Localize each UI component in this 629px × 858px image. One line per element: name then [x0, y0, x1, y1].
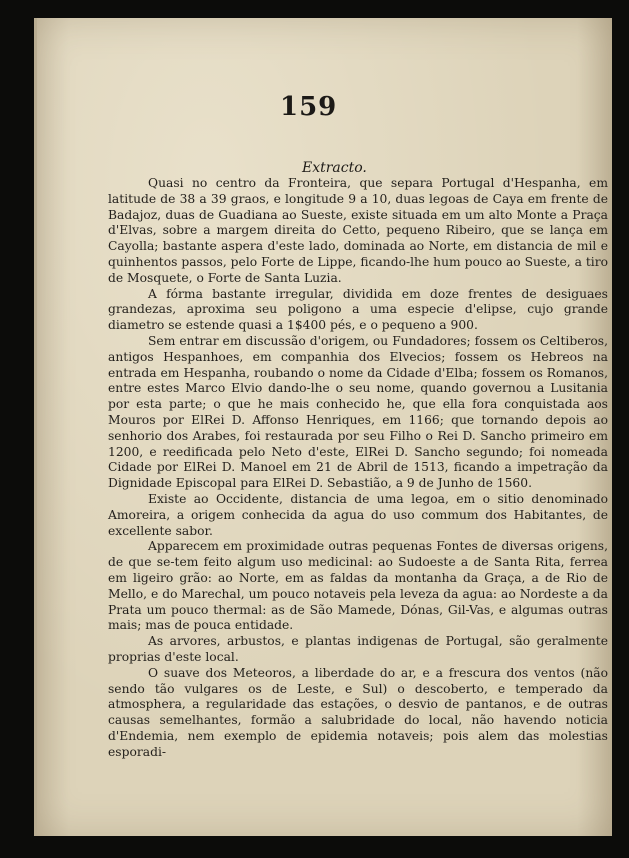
page-edge: [34, 18, 37, 836]
paragraph: A fórma bastante irregular, dividida em doze frentes de desiguaes grandezas, aproxima seu poligono a uma especie d'elipse, cujo grande diametro se estende quasi a 1$400 pés, e o pequeno a 900.: [108, 286, 608, 333]
book-page: [34, 18, 612, 836]
paragraph: Apparecem em proximidade outras pequenas Fontes de diversas origens, de que se-tem feito algum uso medicinal: ao Sudoeste a de Santa Rita, ferrea em ligeiro grão: ao Norte, em as faldas da montanha da Graça, a de Rio de Mello, e do Marechal, um pouco notaveis pela leveza da agua: ao Nordeste a da Prata um pouco thermal: as de São Mamede, Dónas, Gil-Vas, e algumas outras mais; mas de pouca entidade.: [108, 539, 608, 633]
paragraph: O suave dos Meteoros, a liberdade do ar, e a frescura dos ventos (não sendo tão vulgares os de Leste, e Sul) o descoberto, e temperado da atmosphera, a regularidade das estações, o desvio de pantanos, e de outras causas semelhantes, formão a salubridade do local, não havendo noticia d'Endemia, nem exemplo de epidemia notaveis; pois alem das molestias esporadi-: [108, 665, 608, 759]
paragraph: As arvores, arbustos, e plantas indigenas de Portugal, são geralmente proprias d'este local.: [108, 634, 608, 664]
section-heading: Extracto.: [302, 160, 367, 176]
paragraph: Existe ao Occidente, distancia de uma legoa, em o sitio denominado Amoreira, a origem conhecida da agua do uso commum dos Habitantes, de excellente sabor.: [108, 491, 608, 538]
body-text: [108, 176, 608, 760]
paragraph: Sem entrar em discussão d'origem, ou Fundadores; fossem os Celtiberos, antigos Hespanhoes, em companhia dos Elvecios; fossem os Hebreos na entrada em Hespanha, roubando o nome da Cidade d'Elba; fossem os Romanos, entre estes Marco Elvio dando-lhe o seu nome, quando governou a Lusitania por esta parte; o que he mais conhecido he, que ella fora conquistada aos Mouros por ElRei D. Affonso Henriques, em 1166; que tornando depois ao senhorio dos Arabes, foi restaurada por seu Filho o Rei D. Sancho primeiro em 1200, e reedificada pelo Neto d'este, ElRei D. Sancho segundo; foi nomeada Cidade por ElRei D. Manoel em 21 de Abril de 1513, ficando a impetração da Dignidade Episcopal para ElRei D. Sebastião, a 9 de Junho de 1560.: [108, 333, 608, 491]
page-number: 159: [280, 92, 338, 122]
paragraph: Quasi no centro da Fronteira, que separa Portugal d'Hespanha, em latitude de 38 a 39 graos, e longitude 9 a 10, duas legoas de Caya em frente de Badajoz, duas de Guadiana ao Sueste, existe situada em um alto Monte a Praça d'Elvas, sobre a margem direita do Cetto, pequeno Ribeiro, que se lança em Cayolla; bastante aspera d'este lado, dominada ao Norte, em distancia de mil e quinhentos passos, pelo Forte de Lippe, ficando-lhe hum pouco ao Sueste, a tiro de Mosquete, o Forte de Santa Luzia.: [108, 176, 608, 285]
